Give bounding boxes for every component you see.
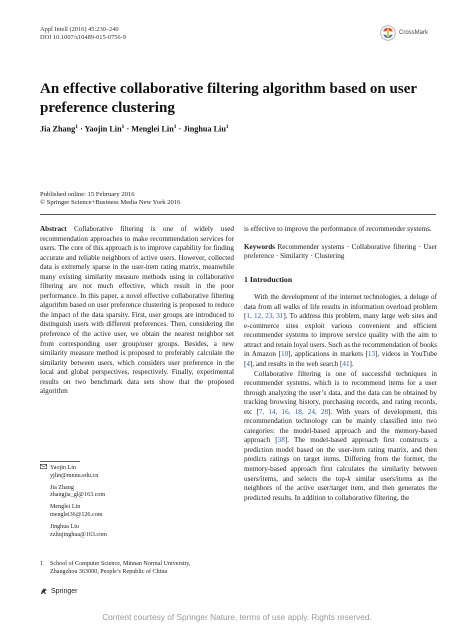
affiliation-line: School of Computer Science, Minnan Normal University, <box>50 561 191 567</box>
author-affiliation-mark[interactable]: 1 <box>173 124 177 130</box>
citation-link[interactable]: 7, 14, 16, 18, 24, 28 <box>258 407 329 416</box>
publication-info <box>40 191 180 208</box>
right-column <box>244 225 437 503</box>
abstract-continuation: is effective to improve the performance of recommender systems. <box>244 225 432 233</box>
citation-link[interactable]: 4 <box>246 360 250 369</box>
text-run: ]. To address this problem, many large web sites and e-commerce sites exploit various convenient and efficient recommender systems to improve service quality with the aim to attract and retain loyal users. Such as the recommendation of books in Amazon [ <box>244 312 437 359</box>
contact-name: Jinghua Liu <box>50 523 79 530</box>
citation-link[interactable]: 13 <box>367 350 376 359</box>
author-name: Jia Zhang <box>40 124 76 134</box>
author-name: Menglei Lin <box>131 124 174 134</box>
copyright-line: © Springer Science+Business Media New York 2016 <box>40 199 181 207</box>
crossmark-label: CrossMark <box>399 30 429 36</box>
math-variable: k <box>347 474 351 483</box>
text-run: ], videos in YouTube [ <box>244 350 438 369</box>
text-run: similar users/items as the neighbors of the active user/target item, and then generates the predicted results. In addition to collaborative filtering, the <box>244 474 438 502</box>
affiliation-number: 1 <box>40 561 44 567</box>
envelope-icon <box>40 464 50 473</box>
abstract <box>40 225 234 397</box>
contact-email[interactable]: zzliujinghua@163.com <box>50 531 107 538</box>
header-divider <box>40 214 436 215</box>
citation-link[interactable]: 10 <box>281 350 289 359</box>
abstract-text: Collaborative filtering is one of widely used recommendation approaches to make recommendation services for users. The core of this approach is to improve capability for finding accurate and reliable neighbors of active users. However, collected data is extremely sparse in the user-item rating matrix, meanwhile many existing similarity measure methods using in collaborative filtering are not much effective, which result in the poor performance. In this paper, a novel effective collaborative filtering algorithm based on user preference clustering is proposed to reduce the impact of the data sparsity. First, user groups are introduced to distinguish users with different preferences. Then, considering the preference of the active user, we obtain the nearest neighbor set from corresponding user group/user groups. Besides, a new similarity measure method is proposed to preferably calculate the similarity between users, which considers user preference in the local and global perspectives, respectively. Finally, experimental results on two benchmark data sets show that the proposed algorithm <box>40 225 234 396</box>
text-run: ]. The model-based approach first constructs a prediction model based on the user-item rating matrix, and then predicts ratings on target items. Differing from the former, the memory-based approach first calculates the similarity between users/items, and selects the top- <box>244 436 437 483</box>
intro-paragraph-2 <box>244 370 437 504</box>
keywords-label: Keywords <box>244 242 275 251</box>
crossmark-badge[interactable] <box>380 25 428 41</box>
author-name: Yaojin Lin <box>84 124 122 134</box>
affiliation <box>40 561 234 577</box>
springer-logo <box>40 587 77 595</box>
text-run: ], and results in the web search [ <box>249 360 343 369</box>
citation-link[interactable]: 41 <box>342 360 350 369</box>
journal-citation <box>40 26 126 42</box>
author-name: Jinghua Liu <box>183 124 226 134</box>
springer-wordmark: Springer <box>51 587 78 595</box>
contact-name: Jia Zhang <box>50 484 74 491</box>
contact-email[interactable]: menglei36@126.com <box>50 511 103 518</box>
footnote-divider <box>40 461 80 462</box>
keywords <box>244 243 437 262</box>
keywords-text: Recommender systems · Collaborative filtering · User preference · Similarity · Clustering <box>244 242 437 261</box>
copyright-footer: Content courtesy of Springer Nature, terms of use apply. Rights reserved. <box>102 612 372 622</box>
contact-name: Menglei Lin <box>50 504 81 511</box>
contact-name: Yaojin Lin <box>50 465 76 471</box>
contact-entry <box>40 485 107 501</box>
crossmark-icon <box>380 25 396 41</box>
author-list: Jia Zhang$^1$ · Yaojin Lin$^1$ · Menglei Lin$^1$ · Jinghua Liu$^1$ <box>40 124 229 134</box>
author-affiliation-mark[interactable]: 1 <box>225 124 229 130</box>
contact-entry <box>40 524 107 540</box>
author-affiliation-mark[interactable]: 1 <box>75 124 79 130</box>
text-run: ]. <box>349 360 354 369</box>
springer-horse-icon <box>40 587 48 595</box>
affiliation-line: Zhangzhou 363000, People’s Republic of China <box>50 568 168 575</box>
text-run: ]. With years of development, this recommendation technology can be mainly classified into two categories: the model-based approach and the memory-based approach [ <box>244 407 437 445</box>
doi-line[interactable]: DOI 10.1007/s10489-015-0756-9 <box>40 34 126 41</box>
text-run: Collaborative filtering is one of successful techniques in recommender systems, which is to recommend items for a user through analyzing the user’s data, and the data can be obtained by tracking browsing history, purchasing records, and rating records, etc [ <box>244 369 437 416</box>
citation-link[interactable]: 1, 12, 23, 31 <box>246 312 284 321</box>
contact-email[interactable]: zhangjia_gl@163.com <box>50 492 106 499</box>
author-affiliation-mark[interactable]: 1 <box>121 124 125 130</box>
paper-title: An effective collaborative filtering algorithm based on user preference clustering <box>40 81 417 116</box>
abstract-label: Abstract <box>40 225 67 233</box>
journal-volume-line: Appl Intell (2016) 45:230–240 <box>40 26 119 33</box>
text-run: ], applications in markets [ <box>288 350 368 359</box>
contact-email[interactable]: yjlin@mnnu.edu.cn <box>50 472 99 479</box>
intro-paragraph-1 <box>244 293 437 369</box>
section-heading-introduction: 1 Introduction <box>244 274 293 284</box>
contact-entry <box>40 464 107 481</box>
published-online-date: Published online: 15 February 2016 <box>40 191 135 198</box>
citation-link[interactable]: 38 <box>277 436 285 445</box>
contact-entry <box>40 504 107 520</box>
correspondence-block <box>40 464 107 543</box>
text-run: With the development of the internet technologies, a deluge of data from all walks of life results in information overload problem [ <box>244 293 437 321</box>
